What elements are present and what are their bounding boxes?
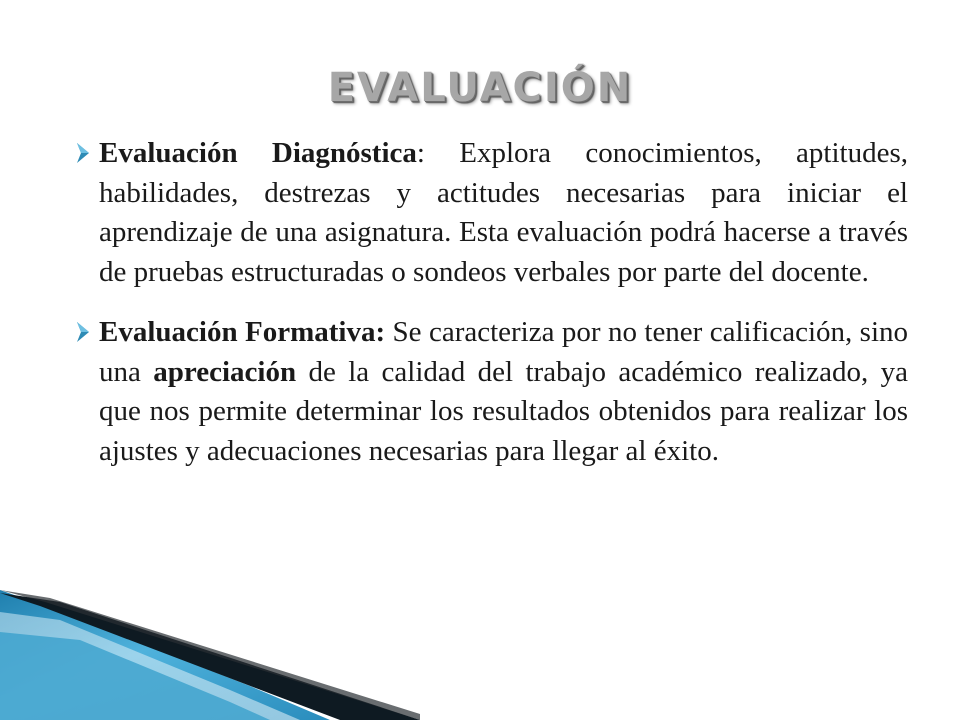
slide-title: EVALUACIÓN — [327, 65, 633, 111]
arrowhead-bullet-icon — [76, 142, 90, 164]
term-diagnostica: Evaluación Diagnóstica — [99, 137, 417, 169]
description-formativa-end: de la calidad del trabajo académico realizado, ya que nos permite determinar los resultados obtenidos para realizar los ajustes y adecuaciones necesarias para llegar al éxito. — [99, 355, 909, 467]
arrowhead-bullet-icon — [76, 321, 90, 343]
corner-swoosh-decoration — [0, 590, 420, 720]
bullet-item-formativa — [70, 313, 908, 471]
paragraph-formativa — [99, 313, 908, 471]
description-formativa-start: Se caracteriza por no tener calificación, sino una — [99, 316, 909, 388]
paragraph-diagnostica — [99, 134, 908, 292]
description-diagnostica: Explora conocimientos, aptitudes, habilidades, destrezas y actitudes necesarias para iniciar el aprendizaje de una asignatura. Esta evaluación podrá hacerse a través de pruebas estructuradas o sondeos verbales por parte del docente. — [99, 137, 908, 288]
highlight-apreciacion: apreciación — [153, 355, 297, 388]
bullet-list — [70, 134, 908, 492]
bullet-item-diagnostica — [70, 134, 908, 292]
term-formativa: Evaluación Formativa: — [99, 316, 386, 348]
separator: : — [416, 137, 460, 169]
